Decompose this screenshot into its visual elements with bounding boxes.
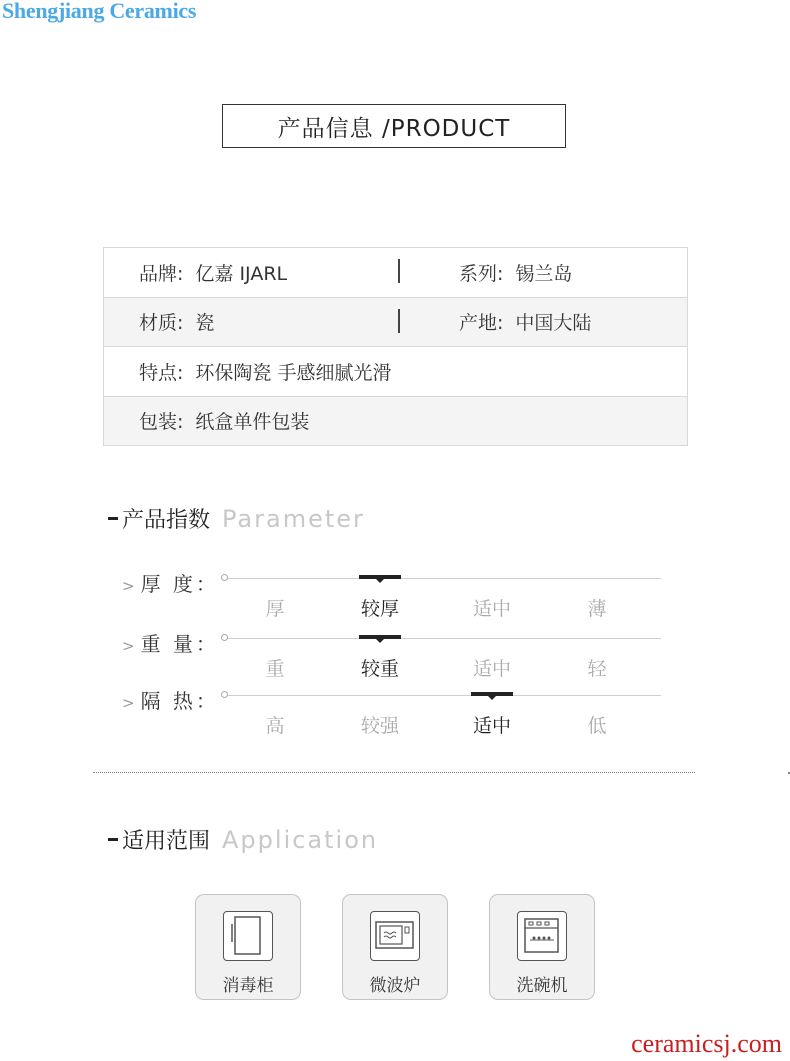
- heading-dash: [108, 517, 118, 520]
- scale-option: 较重: [360, 658, 399, 680]
- scale-track: [226, 638, 661, 639]
- packaging-value: 纸盒单件包装: [195, 411, 310, 434]
- parameter-row: [0, 568, 790, 628]
- scale-option: 高: [265, 715, 285, 737]
- parameter-title-en: Parameter: [222, 505, 365, 533]
- scale-start-dot: [221, 634, 228, 641]
- brand-key: 品牌:: [139, 262, 184, 285]
- series-key: 系列:: [459, 262, 504, 285]
- scale-option: 低: [587, 715, 607, 737]
- scale-selected-marker: [471, 692, 513, 696]
- cell-divider: [398, 259, 400, 283]
- brand-value: 亿嘉 IJARL: [195, 262, 288, 285]
- feature-cell: [139, 347, 391, 396]
- application-heading: [108, 824, 378, 855]
- chevron-right-icon: >: [122, 637, 135, 655]
- scale-option: 较强: [360, 715, 399, 737]
- product-info-title: 产品信息 /PRODUCT: [222, 104, 566, 148]
- scale-start-dot: [221, 574, 228, 581]
- parameter-label: [122, 685, 219, 714]
- cell-divider: [398, 309, 400, 333]
- info-row-feature: [104, 346, 687, 396]
- microwave-icon: [370, 911, 420, 961]
- info-row-packaging: [104, 396, 687, 446]
- application-label: 微波炉: [369, 976, 421, 996]
- info-row-material-origin: [104, 297, 687, 347]
- scale-track: [226, 695, 661, 696]
- material-cell: [139, 298, 214, 347]
- scale-option: 薄: [587, 598, 607, 620]
- parameter-label-text: 隔 热：: [140, 689, 219, 713]
- application-label: 洗碗机: [516, 976, 568, 996]
- info-row-brand-series: [104, 248, 687, 297]
- material-value: 瓷: [195, 312, 215, 335]
- watermark-top: Shengjiang Ceramics: [2, 0, 197, 23]
- parameter-label-text: 厚 度：: [140, 572, 219, 596]
- chevron-right-icon: >: [122, 577, 135, 595]
- application-title-en: Application: [222, 826, 379, 854]
- series-cell: [459, 248, 572, 297]
- scale-start-dot: [221, 691, 228, 698]
- product-info-table: [103, 247, 688, 446]
- packaging-key: 包装:: [139, 411, 184, 434]
- parameter-title-cn: 产品指数: [122, 508, 211, 533]
- dotted-divider: [93, 772, 695, 773]
- scale-option: 重: [265, 658, 285, 680]
- parameter-label: [122, 628, 219, 657]
- dishwasher-icon: [517, 911, 567, 961]
- material-key: 材质:: [139, 312, 184, 335]
- feature-key: 特点:: [139, 361, 184, 384]
- origin-key: 产地:: [459, 312, 504, 335]
- origin-value: 中国大陆: [515, 312, 592, 335]
- parameter-label: [122, 568, 219, 597]
- parameter-heading: [108, 503, 365, 534]
- scale-track: [226, 578, 661, 579]
- application-list: [195, 894, 595, 1000]
- application-item-sterilizer: [195, 894, 301, 1000]
- sterilizer-cabinet-icon: [223, 911, 273, 961]
- scale-option: 较厚: [360, 598, 399, 620]
- parameter-row: [0, 685, 790, 745]
- scale-option: 轻: [587, 658, 607, 680]
- parameter-row: [0, 628, 790, 688]
- heading-dash: [108, 838, 118, 841]
- application-item-microwave: [342, 894, 448, 1000]
- scale-option: 厚: [265, 598, 285, 620]
- scale-option: 适中: [472, 715, 511, 737]
- series-value: 锡兰岛: [515, 262, 573, 285]
- origin-cell: [459, 298, 591, 347]
- parameter-label-text: 重 量：: [140, 632, 219, 656]
- packaging-cell: [139, 397, 309, 446]
- application-title-cn: 适用范围: [122, 829, 211, 854]
- chevron-right-icon: >: [122, 694, 135, 712]
- watermark-bottom: ceramicsj.com: [631, 1029, 782, 1058]
- scale-option: 适中: [472, 598, 511, 620]
- application-label: 消毒柜: [222, 976, 274, 996]
- scale-selected-marker: [359, 635, 401, 639]
- feature-value: 环保陶瓷 手感细腻光滑: [195, 361, 392, 384]
- application-item-dishwasher: [489, 894, 595, 1000]
- scale-option: 适中: [472, 658, 511, 680]
- brand-cell: [139, 248, 287, 297]
- scale-selected-marker: [359, 575, 401, 579]
